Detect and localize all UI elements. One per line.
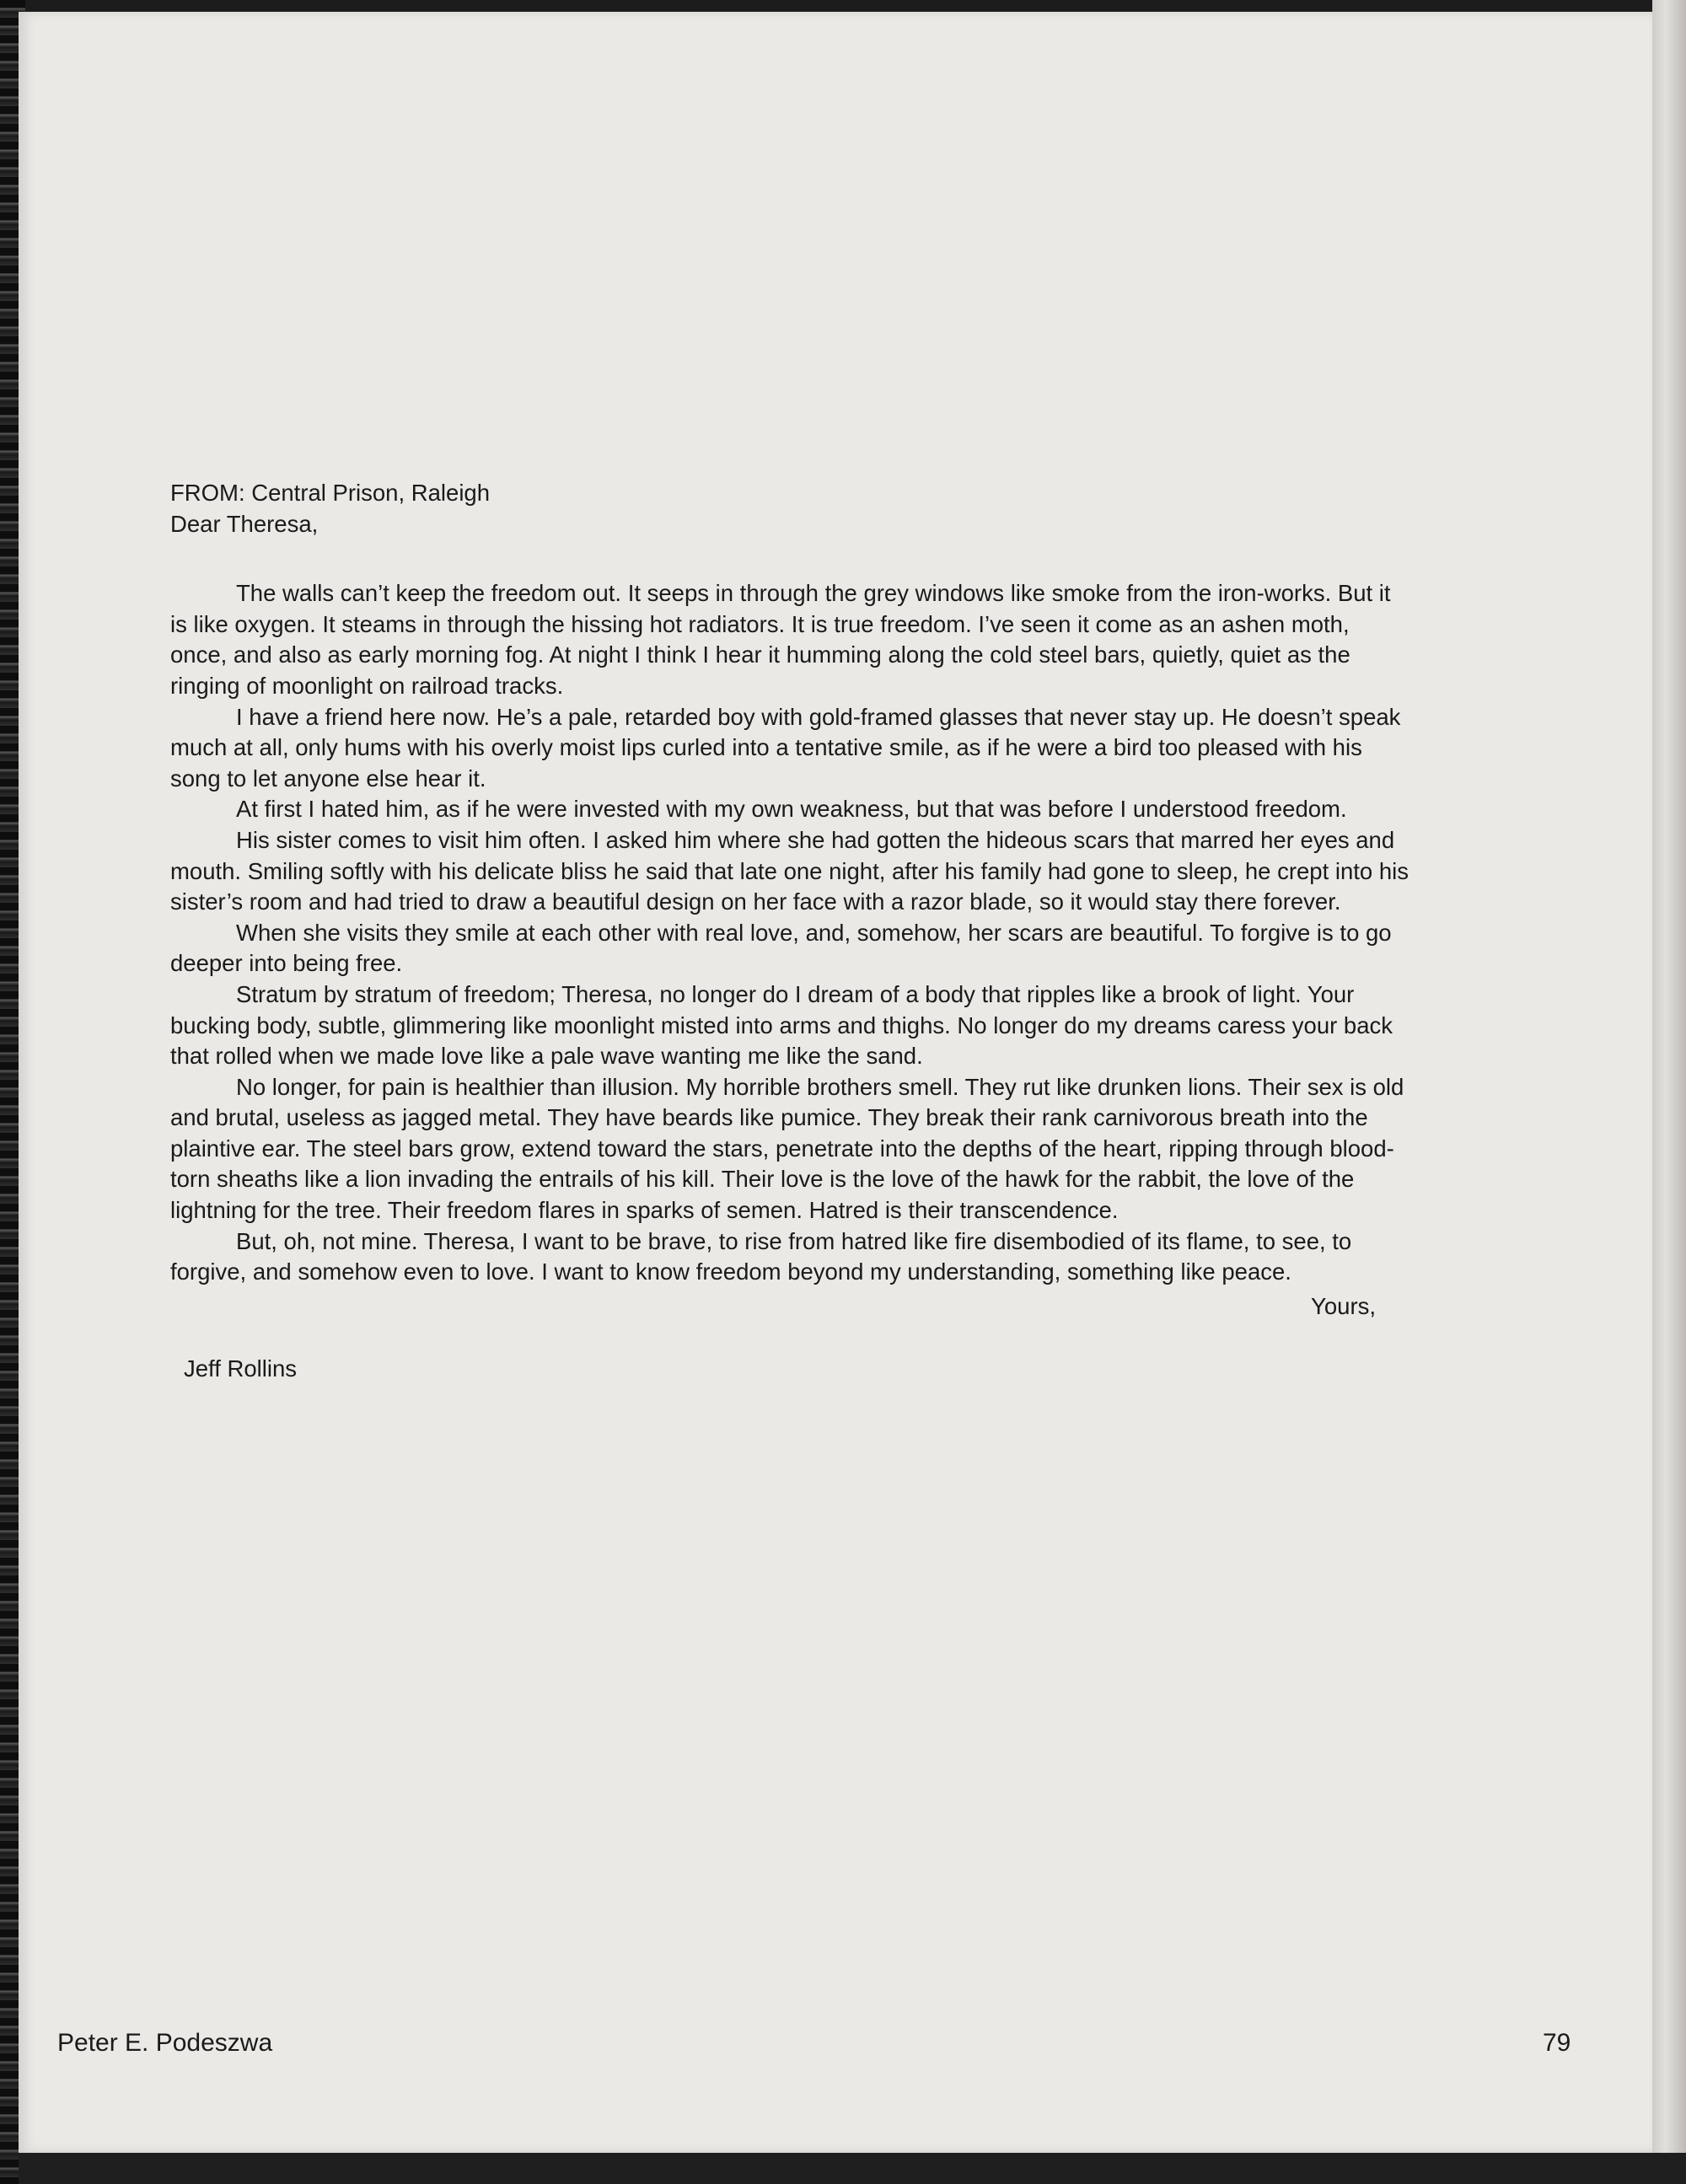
spacer bbox=[170, 539, 1409, 578]
letter-closing: Yours, bbox=[1311, 1292, 1376, 1319]
page-number: 79 bbox=[1543, 2029, 1571, 2057]
page-edge bbox=[1652, 0, 1686, 2184]
letter-paragraph: I have a friend here now. He’s a pale, retarded boy with gold-framed glasses that never stay up. He doesn’t speak much at all, only hums with his overly moist lips curled into a tentative smile, as if he were a bird too pleased with his song to let anyone else hear it. bbox=[170, 703, 1401, 791]
letter-paragraph: When she visits they smile at each other with real love, and, somehow, her scars are beautiful. To forgive is to go deeper into being free. bbox=[170, 919, 1392, 977]
letter-paragraph: But, oh, not mine. Theresa, I want to be brave, to rise from hatred like fire disembodied of its flame, to see, to forgive, and somehow even to love. I want to know freedom beyond my understanding, something like peace. bbox=[170, 1227, 1352, 1285]
bottom-shadow bbox=[19, 2153, 1686, 2184]
letter-paragraph: Stratum by stratum of freedom; Theresa, no longer do I dream of a body that ripples like a brook of light. Your bucking body, subtle, glimmering like moonlight misted into arms and thighs. No longer do my dreams caress your back that rolled when we made love like a pale wave wanting me like the sand. bbox=[170, 980, 1393, 1070]
letter-from: FROM: Central Prison, Raleigh bbox=[170, 480, 491, 506]
letter-paragraph: No longer, for pain is healthier than illusion. My horrible brothers smell. They rut like drunken lions. Their sex is old and brutal, useless as jagged metal. They have beards like pumice. They break their rank carnivorous breath into the plaintive ear. The steel bars grow, extend toward the stars, penetrate into the depths of the heart, ripping through blood-torn sheaths like a lion invading the entrails of his kill. Their love is the love of the hawk for the rabbit, the love of the lightning for the tree. Their freedom flares in sparks of semen. Hatred is their transcendence. bbox=[170, 1073, 1404, 1224]
letter-salutation: Dear Theresa, bbox=[170, 510, 319, 537]
letter-signature: Jeff Rollins bbox=[184, 1355, 297, 1382]
letter-paragraph: At first I hated him, as if he were invested with my own weakness, but that was before I understood freedom. bbox=[236, 796, 1347, 823]
letter-paragraph: The walls can’t keep the freedom out. It seeps in through the grey windows like smoke from the iron-works. But it is like oxygen. It steams in through the hissing hot radiators. It is true freedom. I’ve seen it come as an ashen moth, once, and also as early morning fog. At night I think I hear it humming along the cold steel bars, quietly, quiet as the ringing of moonlight on railroad tracks. bbox=[170, 580, 1391, 699]
footer-credit: Peter E. Podeszwa bbox=[57, 2029, 273, 2057]
letter-paragraph: His sister comes to visit him often. I asked him where she had gotten the hideous scars that marred her eyes and mouth. Smiling softly with his delicate bliss he said that late one night, after his family had gone to sleep, he crept into his sister’s room and had tried to draw a beautiful design on her face with a razor blade, so it would stay there forever. bbox=[170, 826, 1409, 915]
letter-body bbox=[170, 478, 1409, 1385]
